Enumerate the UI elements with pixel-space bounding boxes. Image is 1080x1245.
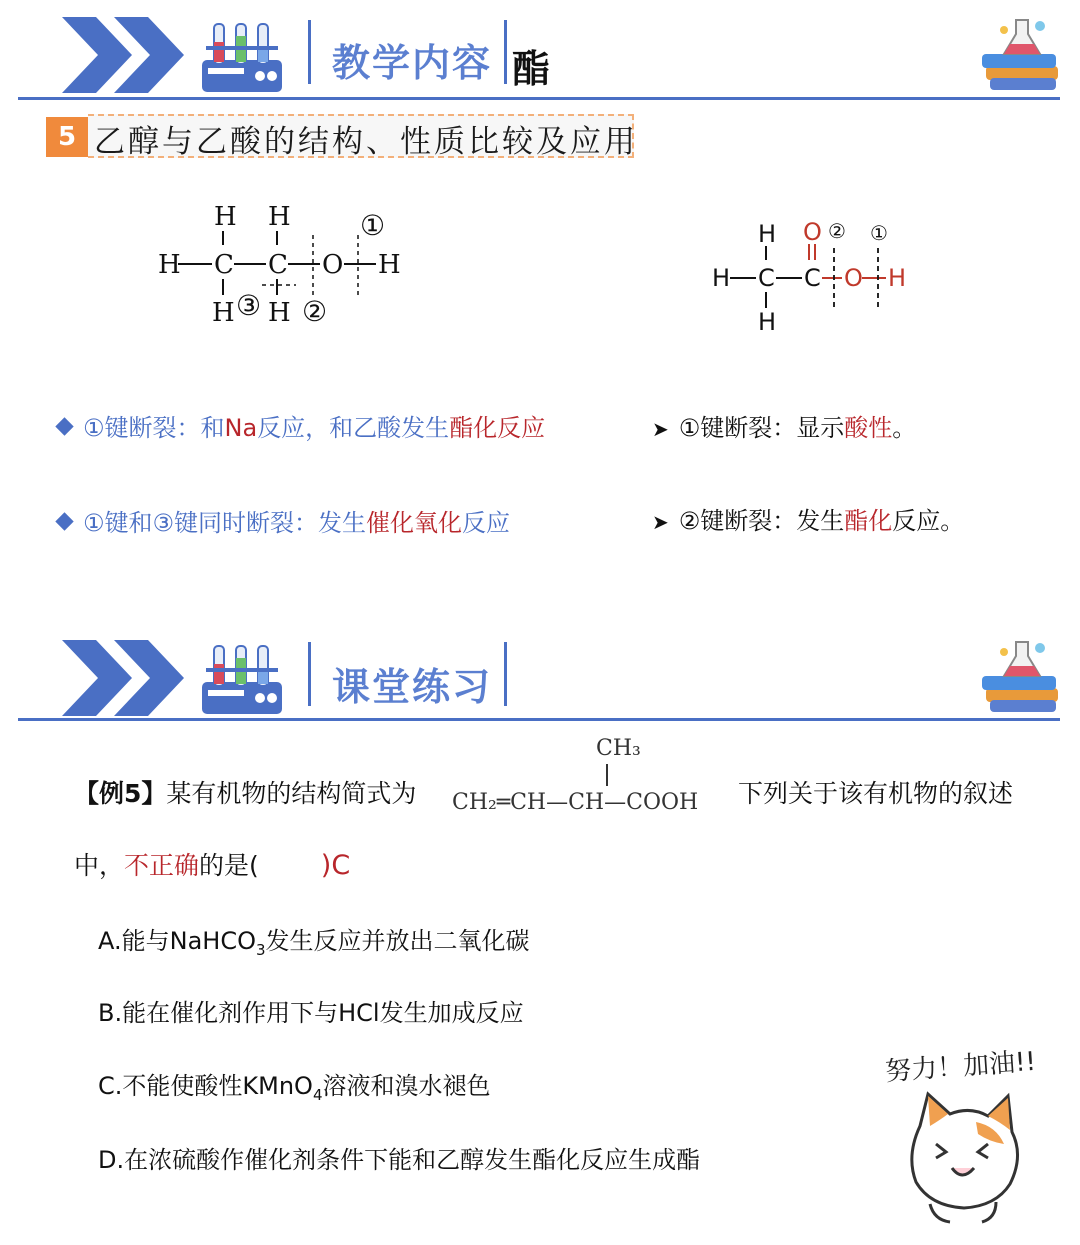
ethanol-bond-label-3: ③ [236, 289, 262, 322]
chevron-arrows-icon [62, 638, 186, 718]
acid-atom-h-right: H [888, 264, 907, 292]
formula-branch: CH₃ [596, 736, 641, 761]
acid-atom-h-bottom: H [758, 308, 777, 336]
books-flask-icon [980, 14, 1064, 94]
books-flask-icon [980, 636, 1064, 716]
ethanol-bond-label-2: ② [302, 295, 328, 328]
ethanol-atom-c2: C [268, 250, 288, 280]
cat-sticker-icon [900, 1086, 1030, 1226]
question-line-2: 中，不正确的是( )C [74, 850, 351, 881]
ethanol-atom-h-top1: H [214, 202, 237, 232]
ethanol-atom-c1: C [214, 250, 234, 280]
formula-branch-bond [606, 764, 608, 786]
topic-title: 乙醇与乙酸的结构、性质比较及应用 [94, 124, 638, 160]
acid-atom-o-single: O [844, 264, 863, 292]
ethanol-atom-h-right: H [378, 250, 401, 280]
diamond-bullet-icon [55, 512, 73, 530]
acid-atom-o-double: O [803, 218, 822, 246]
header-underline [18, 718, 1060, 721]
acid-point-2: ➤ ②键断裂：发生酯化反应。 [652, 507, 965, 535]
acid-bond-label-1: ① [870, 221, 888, 245]
question-stem-after: 下列关于该有机物的叙述 [738, 779, 1014, 808]
header-underline [18, 97, 1060, 100]
ethanol-atom-h-bottom2: H [268, 298, 291, 328]
ethanol-point-2: ①键和③键同时断裂：发生催化氧化反应 [58, 503, 510, 538]
acid-atom-h-top: H [758, 220, 777, 248]
option-c: C.不能使酸性KMnO$_4$溶液和溴水褪色 [98, 1072, 491, 1104]
sticker-text: 努力！加油!! [884, 1046, 1037, 1088]
acid-atom-h-left: H [712, 264, 731, 292]
lab-rack-icon [200, 16, 284, 96]
ethanol-bond-label-1: ① [360, 209, 386, 242]
option-a: A.能与NaHCO$_3$发生反应并放出二氧化碳 [98, 927, 530, 959]
acetic-acid-structure [700, 212, 930, 337]
option-b: B.能在催化剂作用下与HCl发生加成反应 [98, 999, 524, 1027]
acid-atom-c1: C [758, 264, 775, 292]
ethanol-atom-h-bottom1: H [212, 298, 235, 328]
topic-number-badge: 5 [46, 117, 88, 157]
chevron-arrows-icon [62, 15, 186, 95]
acid-atom-c2: C [804, 264, 821, 292]
section-title-practice: 课堂练习 [332, 665, 493, 709]
ethanol-point-1: ①键断裂：和Na反应，和乙酸发生酯化反应 [58, 408, 545, 443]
answer: )C [320, 850, 351, 881]
header-divider [504, 642, 507, 706]
formula-main: CH₂═CH—CH—COOH [452, 790, 699, 815]
header-divider [308, 642, 311, 706]
question-stem: 某有机物的结构简式为 [166, 779, 417, 808]
acid-point-1: ➤ ①键断裂：显示酸性。 [652, 414, 917, 442]
ethanol-atom-h-left: H [158, 250, 181, 280]
diamond-bullet-icon [55, 417, 73, 435]
section-title-teaching: 教学内容 [332, 41, 493, 85]
ethanol-atom-h-top2: H [268, 202, 291, 232]
section-subtitle: 酯 [512, 47, 551, 91]
ethanol-atom-o: O [322, 250, 344, 280]
question-label: 【例5】 [74, 779, 167, 808]
ethanol-structure [150, 195, 430, 335]
arrow-bullet-icon: ➤ [652, 417, 669, 441]
arrow-bullet-icon: ➤ [652, 510, 669, 534]
question-line-1 [74, 774, 416, 810]
lab-rack-icon [200, 638, 284, 718]
header-divider [504, 20, 507, 84]
header-divider [308, 20, 311, 84]
option-d: D.在浓硫酸作催化剂条件下能和乙醇发生酯化反应生成酯 [98, 1146, 701, 1174]
acid-bond-label-2: ② [828, 219, 846, 243]
